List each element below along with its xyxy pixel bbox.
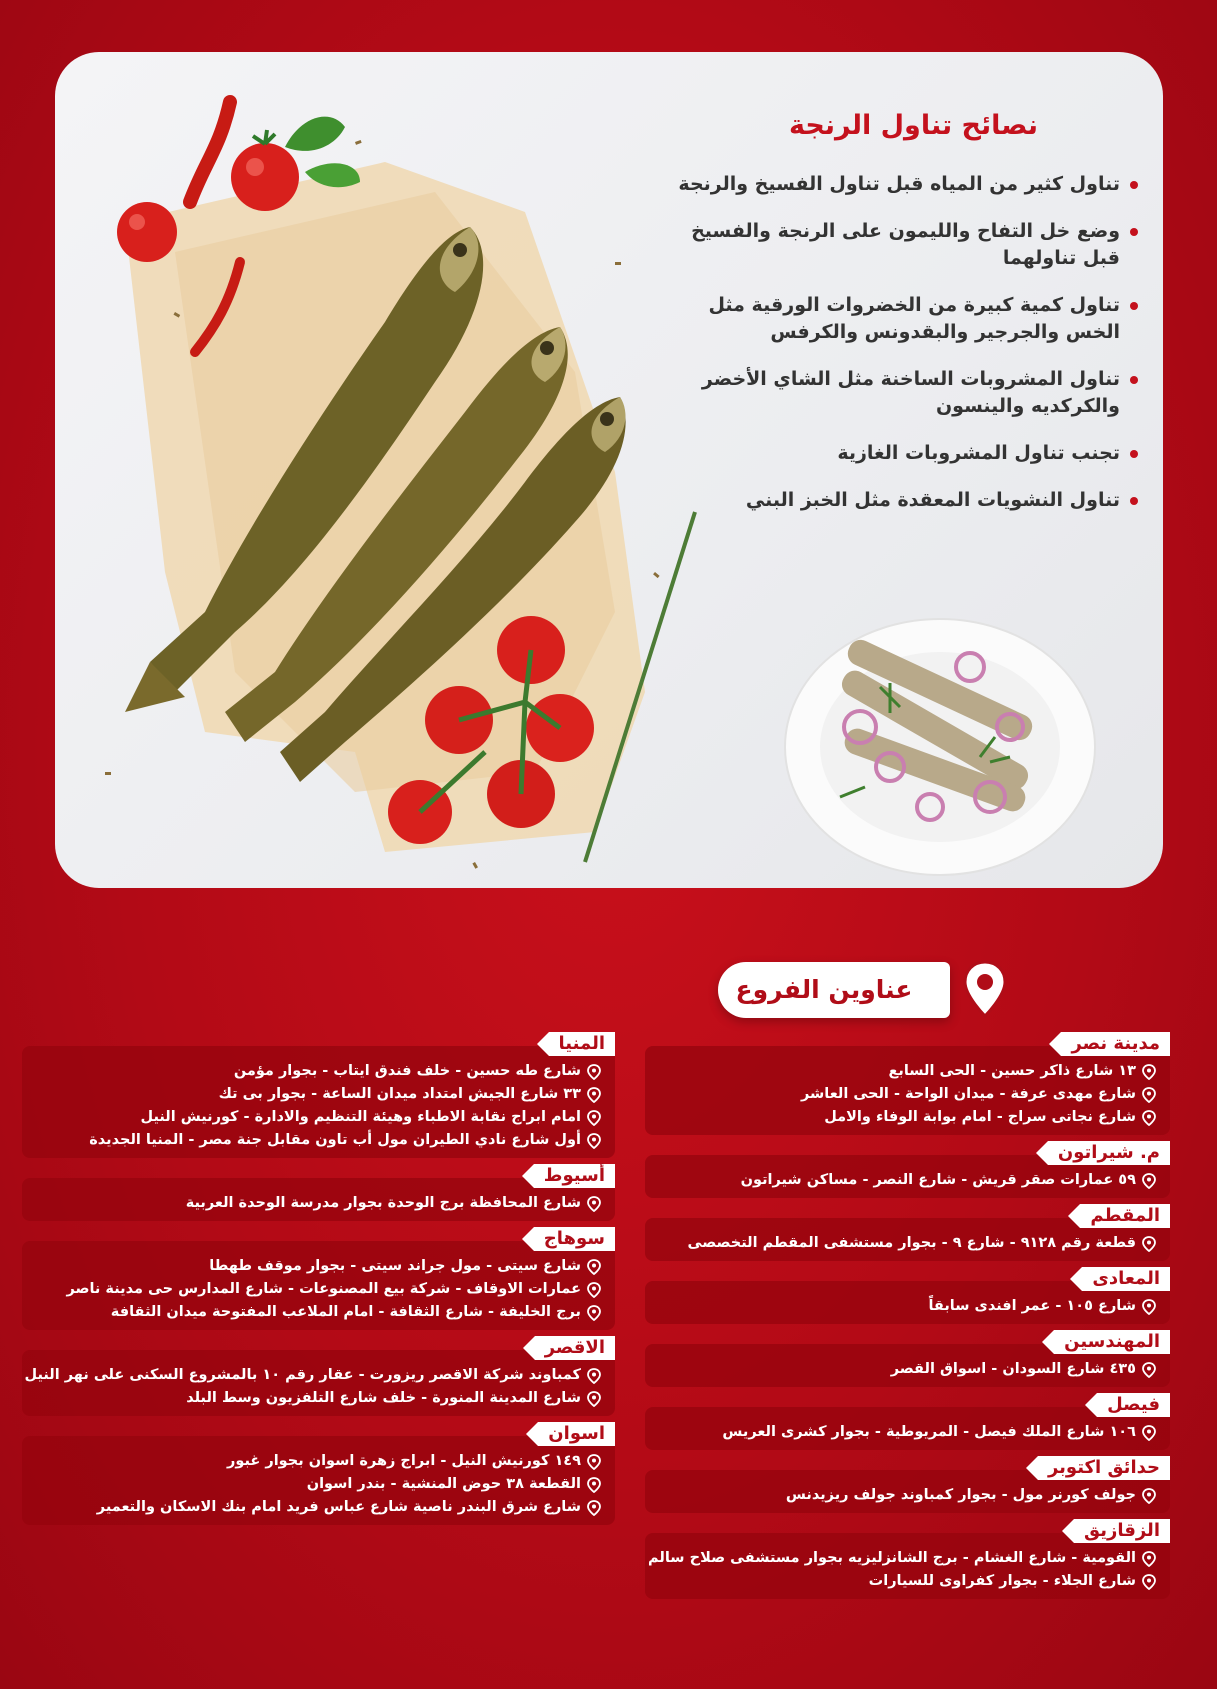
branch-address-text: برج الخليفة - شارع الثقافة - امام الملاعب المفتوحة ميدان الثقافة [110,1304,581,1320]
location-pin-icon [1142,1064,1156,1080]
location-pin-icon [1142,1087,1156,1103]
location-pin-icon [587,1477,601,1493]
tips-title: نصائح تناول الرنجة [789,110,1038,141]
branch-city-name: اسوان [538,1422,615,1446]
location-pin-icon [1142,1362,1156,1378]
location-pin-icon [1142,1173,1156,1189]
branch-address [30,1106,603,1129]
location-pin-icon [587,1368,601,1384]
branch-city [645,1519,1170,1599]
branch-address [30,1450,603,1473]
branch-city-name: المعادى [1082,1267,1170,1291]
tip-item: تناول كثير من المياه قبل تناول الفسيخ والرنجة [668,171,1138,198]
branch-city [645,1204,1170,1261]
tips-section [668,110,1138,534]
branch-address [653,1484,1158,1507]
branch-address-text: القومية - شارع الغشام - برج الشانزليزيه بجوار مستشفى صلاح سالم [648,1550,1136,1566]
branch-address-text: شارع سيتى - مول جراند سيتى - بجوار موقف طهطا [209,1258,581,1274]
branch-address-text: شارع المدينة المنورة - خلف شارع التلفزيون وسط البلد [186,1390,581,1406]
branch-city-name: مدينة نصر [1061,1032,1170,1056]
branch-address-text: عمارات الاوقاف - شركة بيع المصنوعات - شارع المدارس حى مدينة ناصر [66,1281,581,1297]
branch-address [653,1106,1158,1129]
branch-address [653,1421,1158,1444]
branches-heading-text: عناوين الفروع [735,975,913,1004]
branch-address [30,1129,603,1152]
branch-address [653,1232,1158,1255]
location-pin-icon [587,1196,601,1212]
location-pin-icon [1142,1236,1156,1252]
location-pin-icon [587,1391,601,1407]
branch-address-text: كمباوند شركة الاقصر ريزورت - عقار رقم ١٠ بالمشروع السكنى على نهر النيل [24,1367,581,1383]
branch-address [653,1083,1158,1106]
branch-address [30,1192,603,1215]
branch-address [653,1570,1158,1593]
branch-address-text: شارع طه حسين - خلف فندق ايتاب - بجوار مؤمن [233,1063,581,1079]
branch-address-text: ٥٩ عمارات صقر قريش - شارع النصر - مساكن شيراتون [740,1172,1136,1188]
branch-address-text: امام ابراج نقابة الاطباء وهيئة التنظيم والادارة - كورنيش النيل [140,1109,581,1125]
branch-address [30,1473,603,1496]
branch-address-text: ١٠٦ شارع الملك فيصل - المريوطية - بجوار كشرى العريس [722,1424,1136,1440]
branch-address [30,1083,603,1106]
branches-heading [718,962,950,1018]
branch-city-name: أسيوط [534,1164,615,1188]
tip-item: تجنب تناول المشروبات الغازية [668,440,1138,467]
chili-icon [190,102,230,202]
location-pin-icon [587,1454,601,1470]
branch-city-name: حدائق اكتوبر [1038,1456,1170,1480]
branch-city [645,1141,1170,1198]
location-pin-icon [587,1305,601,1321]
tip-item: تناول المشروبات الساخنة مثل الشاي الأخضر والكركديه والينسون [668,366,1138,420]
branch-city [22,1422,615,1525]
branch-city [645,1330,1170,1387]
location-pin-icon [587,1133,601,1149]
branch-address-box [22,1241,615,1330]
location-pin-icon [1142,1425,1156,1441]
branch-city-name: المنيا [549,1032,615,1056]
location-pin-icon [963,960,1007,1018]
branch-address-text: ٤٣٥ شارع السودان - اسواق القصر [890,1361,1136,1377]
branch-city-name: م. شيراتون [1048,1141,1170,1165]
branch-address [30,1301,603,1324]
branch-city [22,1227,615,1330]
branch-address-text: شارع المحافظة برج الوحدة بجوار مدرسة الوحدة العربية [185,1195,581,1211]
location-pin-icon [1142,1299,1156,1315]
branch-city-name: فيصل [1097,1393,1170,1417]
branch-address-text: ١٣ شارع ذاكر حسين - الحى السابع [888,1063,1136,1079]
branch-address-text: شارع الجلاء - بجوار كفراوى للسيارات [868,1573,1136,1589]
branch-address-box [22,1046,615,1158]
branch-address-text: أول شارع نادي الطيران مول أب تاون مقابل جنة مصر - المنيا الجديدة [89,1132,581,1148]
location-pin-icon [1142,1110,1156,1126]
branch-city [645,1456,1170,1513]
branch-address [653,1358,1158,1381]
branch-address-box [645,1046,1170,1135]
branch-address-text: القطعة ٣٨ حوض المنشية - بندر اسوان [306,1476,581,1492]
branch-address [30,1387,603,1410]
location-pin-icon [587,1282,601,1298]
branch-address-text: ١٤٩ كورنيش النيل - ابراج زهرة اسوان بجوار غبور [227,1453,581,1469]
branch-city-name: الزقازيق [1074,1519,1170,1543]
location-pin-icon [587,1064,601,1080]
branch-city-name: سوهاج [534,1227,615,1251]
branch-address-text: شارع ١٠٥ - عمر افندى سابقاً [928,1298,1136,1314]
branch-city [22,1032,615,1158]
branch-address [653,1295,1158,1318]
tomato-icon [117,202,177,262]
branch-city [22,1164,615,1221]
tip-item: تناول كمية كبيرة من الخضروات الورقية مثل الخس والجرجير والبقدونس والكرفس [668,292,1138,346]
location-pin-icon [587,1087,601,1103]
branch-city-name: المقطم [1080,1204,1170,1228]
tip-item: وضع خل التفاح والليمون على الرنجة والفسيخ قبل تناولهما [668,218,1138,272]
herring-photo [55,52,715,888]
branch-city [22,1336,615,1416]
branch-address [30,1278,603,1301]
branch-address [24,1364,603,1387]
branch-address-text: جولف كورنر مول - بجوار كمباوند جولف ريزيدنس [785,1487,1136,1503]
herring-plate-photo [780,607,1100,877]
branch-city [645,1032,1170,1135]
branch-address [653,1169,1158,1192]
location-pin-icon [1142,1574,1156,1590]
location-pin-icon [587,1500,601,1516]
branch-address [30,1496,603,1519]
branch-address-text: شارع مهدى عرفة - ميدان الواحة - الحى العاشر [800,1086,1136,1102]
branch-city [645,1267,1170,1324]
branch-address [30,1255,603,1278]
location-pin-icon [1142,1551,1156,1567]
branch-address [653,1060,1158,1083]
location-pin-icon [1142,1488,1156,1504]
branch-address-text: شارع نجاتى سراج - امام بوابة الوفاء والامل [824,1109,1136,1125]
branch-address [648,1547,1158,1570]
branch-city-name: المهندسين [1054,1330,1170,1354]
branches-column-left [22,1032,615,1531]
branches-column-right [645,1032,1170,1605]
branch-address-text: شارع شرق البندر ناصية شارع عباس فريد امام بنك الاسكان والتعمير [96,1499,581,1515]
branch-city [645,1393,1170,1450]
location-pin-icon [587,1110,601,1126]
branch-address-text: قطعة رقم ٩١٢٨ - شارع ٩ - بجوار مستشفى المقطم التخصصى [687,1235,1136,1251]
location-pin-icon [587,1259,601,1275]
branch-address-text: ٣٣ شارع الجيش امتداد ميدان الساعة - بجوار بى تك [218,1086,581,1102]
tip-item: تناول النشويات المعقدة مثل الخبز البني [668,487,1138,514]
branch-address [30,1060,603,1083]
branch-city-name: الاقصر [535,1336,615,1360]
branch-address-box [22,1436,615,1525]
